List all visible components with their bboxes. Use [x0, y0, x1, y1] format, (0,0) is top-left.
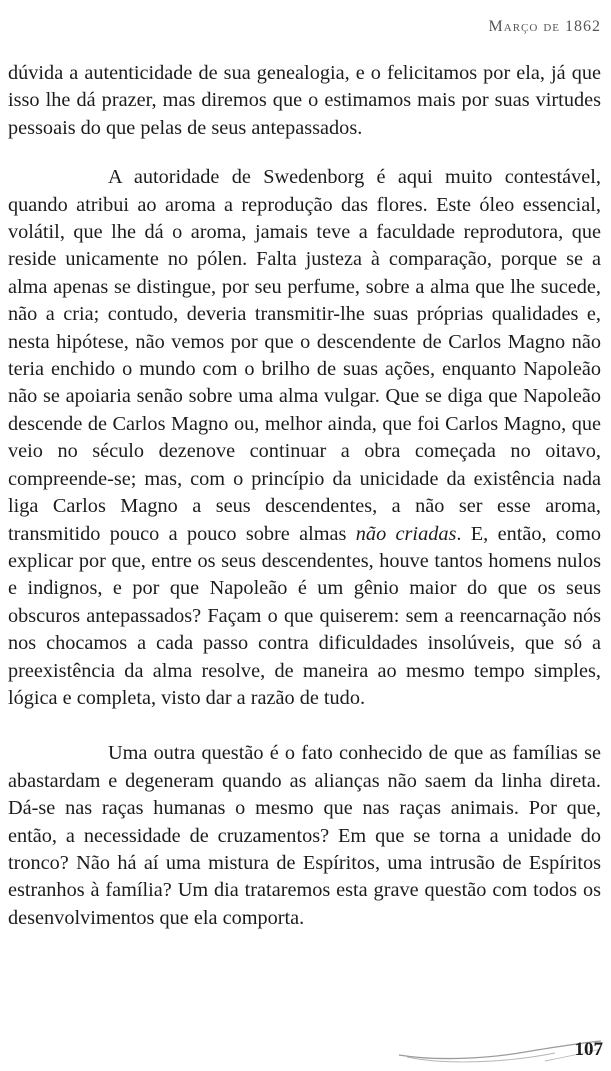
italic-phrase: não criadas: [355, 522, 457, 545]
page-body: [8, 60, 601, 932]
page-number: 107: [574, 1039, 603, 1060]
running-header: Março de 1862: [488, 18, 601, 35]
paragraph-swedenborg: [8, 164, 601, 712]
paragraph-continuation: dúvida a autenticidade de sua genealogia, e o felicitamos por ela, já que isso lhe dá prazer, mas diremos que o estimamos mais por suas virtudes pessoais do que pelas de seus antepassados.: [8, 62, 601, 139]
paragraph-text: A autoridade de Swedenborg é aqui muito contestável, quando atribui ao aroma a reprodução das flores. Este óleo essencial, volátil, que lhe dá o aroma, jamais teve a faculdade reprodutora, que reside unicamente no pólen. Falta justeza à comparação, porque se a alma apenas se distingue, por seu perfume, sobre a alma que lhe sucede, não a cria; contudo, deveria transmitir-lhe suas próprias qualidades e, nesta hipótese, não vemos por que o descendente de Carlos Magno não teria enchido o mundo com o brilho de suas ações, enquanto Napoleão não se apoiaria senão sobre uma alma vulgar. Que se diga que Napoleão descende de Carlos Magno ou, melhor ainda, que foi Carlos Magno, que veio no século dezenove continuar a obra começada no oitavo, compreende-se; mas, com o princípio da unicidade da existência nada liga Carlos Magno a seus descendentes, a não ser esse aroma, transmitido pouco a pouco sobre almas: [8, 166, 601, 545]
paragraph-text: . E, então, como explicar por que, entre os seus descendentes, houve tantos homens nulos e indignos, e por que Napoleão é um gênio maior do que os seus obscuros antepassados? Façam o que quiserem: sem a reencarnação nós nos chocamos a cada passo contra dificuldades insolúveis, que só a preexistência da alma resolve, de maneira ao mesmo tempo simples, lógica e completa, visto dar a razão de tudo.: [8, 522, 601, 709]
paragraph-families: Uma outra questão é o fato conhecido de que as famílias se abastardam e degeneram quando as alianças não saem da linha direta. Dá-se nas raças humanas o mesmo que nas raças animais. Por que, então, a necessidade de cruzamentos? Em que se torna a unidade do tronco? Não há aí uma mistura de Espíritos, uma intrusão de Espíritos estranhos à família? Um dia trataremos esta grave questão com todos os desenvolvimentos que ela comporta.: [8, 742, 601, 929]
swash-ornament-icon: [395, 1035, 605, 1065]
